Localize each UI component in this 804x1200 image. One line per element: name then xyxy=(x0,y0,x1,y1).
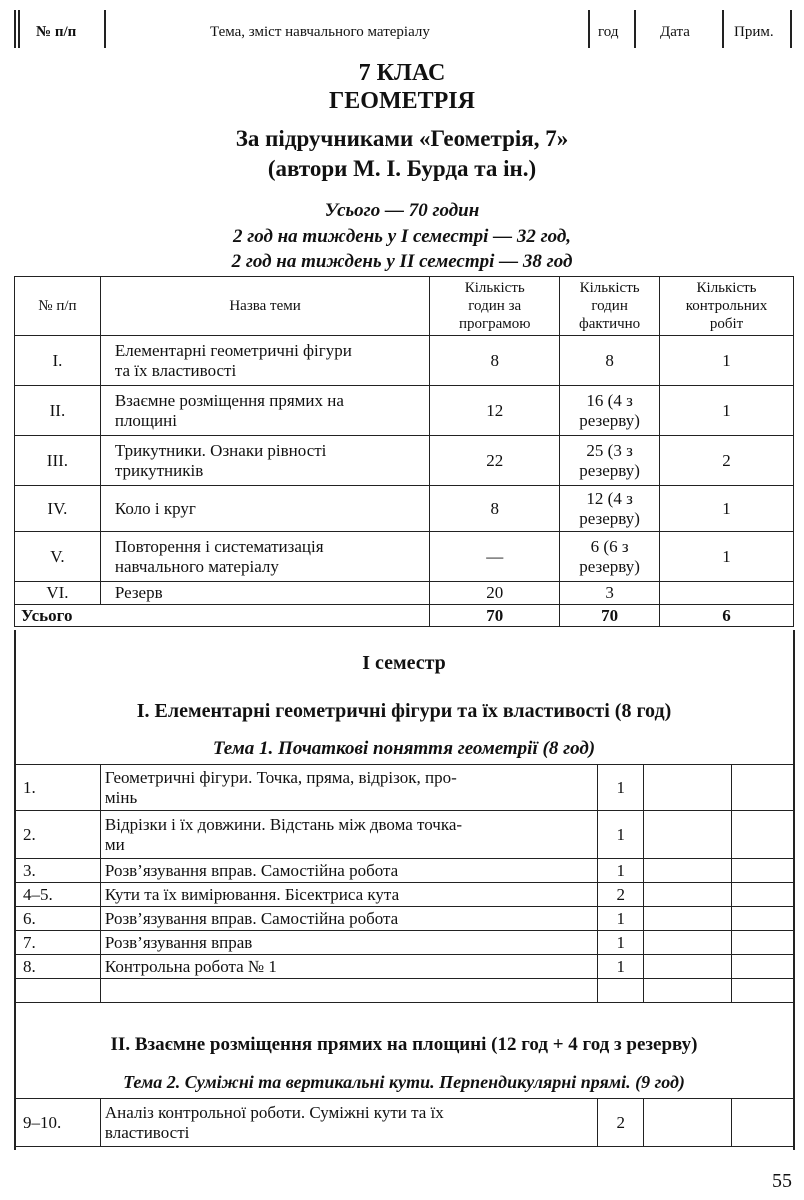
lesson-date xyxy=(644,765,732,811)
lesson-plan-table-2 xyxy=(14,1098,794,1147)
lesson-date xyxy=(644,883,732,907)
lesson-text: Розв’язування вправ. Самостійна робота xyxy=(100,907,597,931)
total-hours-line: Усього — 70 годин xyxy=(324,200,480,221)
total-row xyxy=(15,605,794,627)
row-tests: 1 xyxy=(660,386,794,436)
semester1-line: 2 год на тиждень у І семестрі — 32 год, xyxy=(232,226,572,247)
table-row xyxy=(15,883,794,907)
textbook-line: За підручниками «Геометрія, 7» xyxy=(235,126,569,151)
lesson-text xyxy=(100,979,597,1003)
lesson-date xyxy=(644,979,732,1003)
summary-table xyxy=(14,276,794,627)
lesson-note xyxy=(732,979,794,1003)
lesson-number: 9–10. xyxy=(15,1099,101,1147)
table-row xyxy=(15,386,794,436)
row-actual: 16 (4 з резерву) xyxy=(560,386,660,436)
lesson-text: Кути та їх вимірювання. Бісектриса кута xyxy=(100,883,597,907)
row-name: Елементарні геометричні фігури та їх властивості xyxy=(100,336,429,386)
header-divider xyxy=(790,10,792,48)
row-tests xyxy=(660,582,794,605)
lesson-hours: 1 xyxy=(598,955,644,979)
row-planned: 20 xyxy=(430,582,560,605)
lesson-date xyxy=(644,1099,732,1147)
lesson-date xyxy=(644,859,732,883)
header-divider xyxy=(18,10,20,48)
table-row xyxy=(15,859,794,883)
total-actual: 70 xyxy=(560,605,660,627)
row-tests: 1 xyxy=(660,532,794,582)
lesson-number: 6. xyxy=(15,907,101,931)
topic2-heading: Тема 2. Суміжні та вертикальні кути. Перпендикулярні прямі. (9 год) xyxy=(123,1072,685,1092)
lesson-date xyxy=(644,955,732,979)
lesson-number xyxy=(15,979,101,1003)
row-name: Трикутники. Ознаки рівності трикутників xyxy=(100,436,429,486)
lesson-note xyxy=(732,931,794,955)
row-actual: 25 (3 з резерву) xyxy=(560,436,660,486)
lesson-number: 2. xyxy=(15,811,101,859)
row-number: ІІІ. xyxy=(15,436,101,486)
row-actual: 3 xyxy=(560,582,660,605)
semester-heading: І семестр xyxy=(362,652,446,674)
summary-header-row xyxy=(15,277,794,336)
subject-title: ГЕОМЕТРІЯ xyxy=(329,88,475,114)
row-actual: 8 xyxy=(560,336,660,386)
lesson-note xyxy=(732,907,794,931)
lesson-text: Геометричні фігури. Точка, пряма, відрізок, про- мінь xyxy=(100,765,597,811)
lesson-note xyxy=(732,811,794,859)
page-number: 55 xyxy=(772,1170,792,1192)
lesson-text: Розв’язування вправ. Самостійна робота xyxy=(100,859,597,883)
total-label: Усього xyxy=(15,605,430,627)
header-col-note: Прим. xyxy=(734,24,774,40)
row-number: ІІ. xyxy=(15,386,101,436)
lesson-note xyxy=(732,1099,794,1147)
row-tests: 1 xyxy=(660,336,794,386)
total-planned: 70 xyxy=(430,605,560,627)
table-row xyxy=(15,931,794,955)
table-row xyxy=(15,979,794,1003)
lesson-date xyxy=(644,907,732,931)
lesson-note xyxy=(732,859,794,883)
row-number: VI. xyxy=(15,582,101,605)
col-header-number: № п/п xyxy=(15,277,101,336)
row-name: Взаємне розміщення прямих на площині xyxy=(100,386,429,436)
row-planned: 8 xyxy=(430,486,560,532)
lesson-number: 4–5. xyxy=(15,883,101,907)
lesson-date xyxy=(644,811,732,859)
header-divider xyxy=(722,10,724,48)
table-row xyxy=(15,532,794,582)
row-planned: 12 xyxy=(430,386,560,436)
header-col-date: Дата xyxy=(660,24,690,40)
lesson-number: 7. xyxy=(15,931,101,955)
header-divider xyxy=(14,10,16,48)
lesson-hours: 2 xyxy=(598,1099,644,1147)
semester2-line: 2 год на тиждень у ІІ семестрі — 38 год xyxy=(231,251,573,272)
table-row xyxy=(15,486,794,532)
table-row xyxy=(15,436,794,486)
table-row xyxy=(15,955,794,979)
header-col-topic: Тема, зміст навчального матеріалу xyxy=(210,24,430,40)
lesson-text: Аналіз контрольної роботи. Суміжні кути та їх властивості xyxy=(100,1099,597,1147)
row-name: Резерв xyxy=(100,582,429,605)
lesson-text: Контрольна робота № 1 xyxy=(100,955,597,979)
lesson-text: Відрізки і їх довжини. Відстань між двома точка- ми xyxy=(100,811,597,859)
col-header-tests: Кількість контрольних робіт xyxy=(660,277,794,336)
header-col-number: № п/п xyxy=(36,24,77,40)
header-divider xyxy=(104,10,106,48)
lesson-text: Розв’язування вправ xyxy=(100,931,597,955)
lesson-hours: 2 xyxy=(598,883,644,907)
row-actual: 12 (4 з резерву) xyxy=(560,486,660,532)
row-actual: 6 (6 з резерву) xyxy=(560,532,660,582)
total-tests: 6 xyxy=(660,605,794,627)
section2-heading: ІІ. Взаємне розміщення прямих на площині (12 год + 4 год з резерву) xyxy=(110,1034,698,1055)
row-number: IV. xyxy=(15,486,101,532)
lesson-note xyxy=(732,765,794,811)
lesson-hours: 1 xyxy=(598,811,644,859)
lesson-hours: 1 xyxy=(598,765,644,811)
lesson-number: 1. xyxy=(15,765,101,811)
header-col-hours: год xyxy=(598,24,619,40)
col-header-name: Назва теми xyxy=(100,277,429,336)
row-planned: 22 xyxy=(430,436,560,486)
row-name: Повторення і систематизація навчального матеріалу xyxy=(100,532,429,582)
header-divider xyxy=(588,10,590,48)
grade-title: 7 КЛАС xyxy=(358,60,446,86)
lesson-hours xyxy=(598,979,644,1003)
row-name: Коло і круг xyxy=(100,486,429,532)
table-row xyxy=(15,336,794,386)
lesson-note xyxy=(732,955,794,979)
row-number: І. xyxy=(15,336,101,386)
lesson-hours: 1 xyxy=(598,931,644,955)
table-row xyxy=(15,811,794,859)
lesson-hours: 1 xyxy=(598,859,644,883)
row-tests: 1 xyxy=(660,486,794,532)
topic1-heading: Тема 1. Початкові поняття геометрії (8 год) xyxy=(212,738,596,759)
lesson-number: 3. xyxy=(15,859,101,883)
table-row xyxy=(15,1099,794,1147)
lesson-number: 8. xyxy=(15,955,101,979)
authors-line: (автори М. І. Бурда та ін.) xyxy=(267,156,537,181)
lesson-date xyxy=(644,931,732,955)
header-divider xyxy=(634,10,636,48)
row-planned: — xyxy=(430,532,560,582)
col-header-actual: Кількість годин фактично xyxy=(560,277,660,336)
lesson-plan-table xyxy=(14,764,794,1003)
table-row xyxy=(15,907,794,931)
table-row xyxy=(15,582,794,605)
row-tests: 2 xyxy=(660,436,794,486)
col-header-planned: Кількість годин за програмою xyxy=(430,277,560,336)
running-header xyxy=(0,0,804,60)
section1-heading: І. Елементарні геометричні фігури та їх властивості (8 год) xyxy=(136,700,672,722)
row-number: V. xyxy=(15,532,101,582)
table-row xyxy=(15,765,794,811)
row-planned: 8 xyxy=(430,336,560,386)
lesson-note xyxy=(732,883,794,907)
lesson-hours: 1 xyxy=(598,907,644,931)
